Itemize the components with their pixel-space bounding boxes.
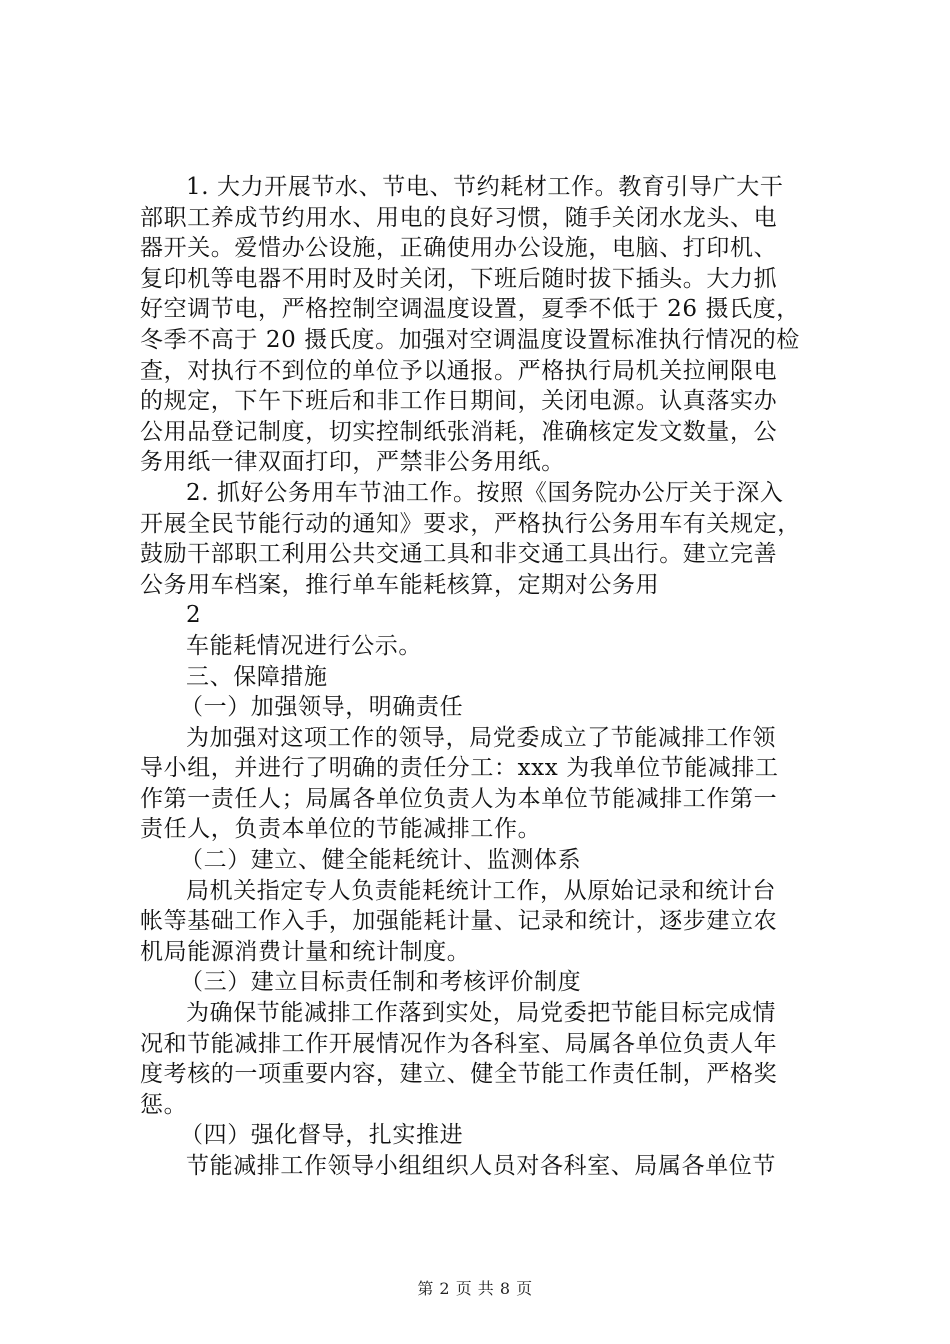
text-line: 公务用车档案，推行单车能耗核算，定期对公务用: [140, 571, 660, 598]
text-line: 复印机等电器不用时及时关闭，下班后随时拔下插头。大力抓: [140, 265, 778, 292]
page-footer: 第 2 页 共 8 页: [417, 1279, 533, 1298]
text-line: 2. 抓好公务用车节油工作。按照《国务院办公厅关于深入: [186, 479, 784, 506]
text-line: 器开关。爱惜办公设施，正确使用办公设施，电脑、打印机、: [140, 235, 778, 262]
text-line: 开展全民节能行动的通知》要求，严格执行公务用车有关规定，: [140, 510, 801, 537]
text-line: 局机关指定专人负责能耗统计工作，从原始记录和统计台: [186, 877, 776, 904]
text-line: 节能减排工作领导小组组织人员对各科室、局属各单位节: [186, 1153, 776, 1179]
text-line: （四）强化督导，扎实推进: [180, 1122, 464, 1149]
document-body: [140, 172, 840, 1182]
text-line: （二）建立、健全能耗统计、监测体系: [180, 847, 582, 874]
text-line: 惩。: [140, 1091, 188, 1118]
text-line: 况和节能减排工作开展情况作为各科室、局属各单位负责人年: [140, 1030, 778, 1057]
text-line: 机局能源消费计量和统计制度。: [140, 938, 471, 965]
text-line: 为确保节能减排工作落到实处，局党委把节能目标完成情: [186, 1000, 776, 1027]
text-line: 三、保障措施: [186, 663, 328, 690]
text-line: 为加强对这项工作的领导，局党委成立了节能减排工作领: [186, 724, 776, 751]
text-line: （三）建立目标责任制和考核评价制度: [180, 969, 582, 996]
text-line: 好空调节电，严格控制空调温度设置，夏季不低于 26 摄氏度，: [140, 296, 800, 323]
text-line: 的规定，下午下班后和非工作日期间，关闭电源。认真落实办: [140, 388, 778, 415]
text-line: 责任人，负责本单位的节能减排工作。: [140, 816, 542, 843]
text-line: 度考核的一项重要内容，建立、健全节能工作责任制，严格奖: [140, 1061, 778, 1088]
text-line: （一）加强领导，明确责任: [180, 694, 464, 721]
text-line: 2: [186, 602, 202, 629]
text-line: 务用纸一律双面打印，严禁非公务用纸。: [140, 449, 565, 476]
text-line: 公用品登记制度，切实控制纸张消耗，准确核定发文数量，公: [140, 418, 778, 445]
text-line: 冬季不高于 20 摄氏度。加强对空调温度设置标准执行情况的检: [140, 326, 800, 353]
text-line: 车能耗情况进行公示。: [186, 632, 422, 659]
text-line: 鼓励干部职工利用公共交通工具和非交通工具出行。建立完善: [140, 541, 778, 568]
text-line: 查，对执行不到位的单位予以通报。严格执行局机关拉闸限电: [140, 357, 778, 384]
text-line: 导小组，并进行了明确的责任分工：xxx 为我单位节能减排工: [140, 755, 779, 782]
text-line: 1. 大力开展节水、节电、节约耗材工作。教育引导广大干: [186, 174, 784, 200]
text-line: 部职工养成节约用水、用电的良好习惯，随手关闭水龙头、电: [140, 204, 778, 231]
text-line: 作第一责任人；局属各单位负责人为本单位节能减排工作第一: [140, 785, 778, 812]
text-line: 帐等基础工作入手，加强能耗计量、记录和统计，逐步建立农: [140, 908, 778, 935]
